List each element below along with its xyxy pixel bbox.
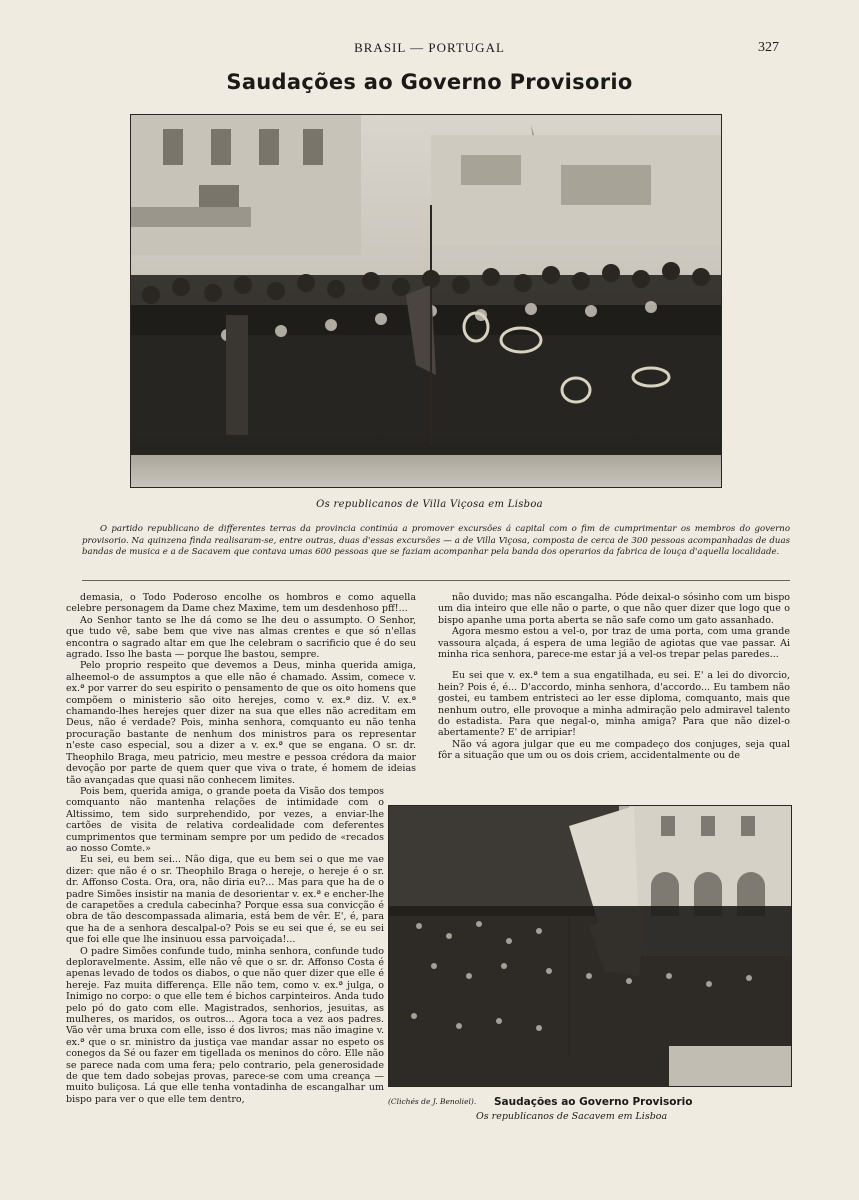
running-head — [0, 40, 859, 60]
paragraph: Não vá agora julgar que eu me compadeço dos conjuges, seja qual fôr a situação que um ou os dois criem, accidentalmente ou de — [438, 738, 790, 762]
intro-paragraph: O partido republicano de differentes terras da provincia continúa a promover excursões á capital com o fim de cumprimentar os membros do governo provisorio. Na quinzena finda realisaram-se, entre outras, duas d'essas excursões — a de Villa Viçosa, composta de cerca de 300 pessoas acompanhadas de duas bandas de musica e a de Sacavem que contava umas 600 pessoas que se faziam acompanhar pela banda dos operarios da fabrica de louça d'aquella localidade. — [82, 524, 790, 558]
paragraph: não duvido; mas não escangalha. Póde deixal-o sósinho com um bispo um dia inteiro que elle não o parte, o que não quer dizer que logo que o bispo apanhe uma porta aberta se não safe como um gato assanhado. — [438, 592, 790, 626]
photo-caption-sacavem: Os republicanos de Sacavem em Lisboa — [476, 1111, 668, 1122]
article-column-right — [438, 592, 790, 762]
headline: Saudações ao Governo Provisorio — [226, 70, 633, 94]
paragraph: Pois bem, querida amiga, o grande poeta da Visão dos tempos comquanto não mantenha relações de intimidade com o Altissimo, tem sido surprehendido, por vezes, a enviar-lhe cartões de visita de relativa cordealidade com deferentes cumprimentos que terminam sempre por um pedido de «recados ao nosso Comte.» — [66, 785, 384, 854]
paragraph: Eu sei que v. ex.ª tem a sua engatilhada, eu sei. E' a lei do divorcio, hein? Pois é, é... D'accordo, minha senhora, d'accordo... Eu tambem não gostei, eu tambem entristeci ao ler esse diploma, comquanto, mais que nenhum outro, elle provoque a minha admiração pelo admiravel talento do estadista. Para que negal-o, minha amiga? Para que não dizel-o abertamente? E' de arripiar! — [438, 670, 790, 739]
photo-caption-title: Saudações ao Governo Provisorio — [494, 1096, 693, 1108]
paragraph: demasia, o Todo Poderoso encolhe os hombros e como aquella celebre personagem da Dame chez Maxime, tem um desdenhoso pff!... — [66, 592, 416, 615]
paragraph: Ao Senhor tanto se lhe dá como se lhe deu o assumpto. O Senhor, que tudo vê, sabe bem que vive nas almas crentes e que só n'ellas encontra o sagrado altar em que lhe celebram o sacrificio que é do seu agrado. Isso lhe basta — porque lhe bastou, sempre. — [66, 614, 416, 661]
paragraph: Eu sei, eu bem sei... Não diga, que eu bem sei o que me vae dizer: que não é o sr. Theophilo Braga o hereje, o hereje é o sr. dr. Affonso Costa. Ora, ora, não diria eu?... Mas para que ha de o padre Simões insistir na mania de desorientar v. ex.ª e encher-lhe de carapetões a credula cabecinha? Porque essa sua convicção é obra de tão descompassada alimaria, está bem de vêr. E', é, para que ha de a senhora descalpal-o? Pois se eu sei que é, se eu sei que foi elle que lhe insinuou essa parvoiçada!... — [66, 854, 384, 946]
photo-sacavem — [388, 805, 792, 1087]
article-column-left — [66, 592, 416, 1105]
divider — [82, 580, 790, 581]
paragraph: O padre Simões confunde tudo, minha senhora, confunde tudo deploravelmente. Assim, elle não vê que o sr. dr. Affonso Costa é apenas levado de todos os diabos, o que não quer dizer que elle é hereje. Faz muita differença. Elle não tem, como v. ex.ª julga, o Inimigo no corpo: o que elle tem é bichos carpinteiros. Anda tudo pelo pó do gato com elle. Magistrados, senhorios, jesuitas, as mulheres, os maridos, os outros... Agora toca a vez aos padres. Vão vêr uma bruxa com elle, isso é dos livros; mas não imagine v. ex.ª que o sr. ministro da justiça vae mandar assar no espeto os conegos da Sé ou fazer em tigellada os meninos do côro. Elle não se parece nada com uma fera; pelo contrario, pela generosidade de que tem dado sobejas provas, parece-se com uma creança — muito buliçosa. Lá que elle tenha vontadinha de escangalhar um bispo para ver o que elle tem dentro, — [66, 945, 384, 1105]
paragraph: Pelo proprio respeito que devemos a Deus, minha querida amiga, alheemol-o de assumptos a que elle não é chamado. Assim, comece v. ex.ª por varrer do seu espirito o pensamento de que os oito homens que compõem o ministerio são oito herejes, como v. ex.ª diz. V. ex.ª chamando-lhes herejes quer dizer na sua que elles não acreditam em Deus, não é verdade? Pois, minha senhora, comquanto eu não tenha procuração bastante de nenhum dos ministros para os representar n'este caso especial, sou a dizer a v. ex.ª que se engana. O sr. dr. Theophilo Braga, meu patricio, meu mestre e pessoa crédora da maior devoção por parte de quem quer que viva o trate, é homem de ideias tão avançadas que quasi não conhecem limites. — [66, 660, 416, 786]
photo-credit: (Clichés de J. Benoliel). — [388, 1097, 477, 1106]
page-number: 327 — [758, 40, 779, 55]
photo-caption-villa-vicosa: Os republicanos de Villa Viçosa em Lisboa — [316, 499, 543, 510]
photo-villa-vicosa — [130, 114, 722, 488]
paragraph: Agora mesmo estou a vel-o, por traz de uma porta, com uma grande vassoura alçada, á espera de uma legião de agiotas que vae passar. Ai minha rica senhora, parece-me estar já a vel-os trepar pelas paredes... — [438, 626, 790, 661]
running-head-title: BRASIL — PORTUGAL — [354, 40, 505, 55]
